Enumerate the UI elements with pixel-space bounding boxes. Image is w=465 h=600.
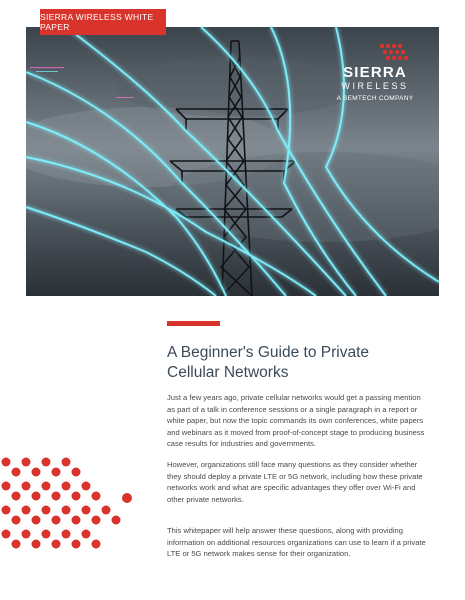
white-paper-tag: SIERRA WIRELESS WHITE PAPER bbox=[40, 9, 166, 35]
logo-word-sierra: SIERRA bbox=[343, 64, 407, 81]
title-line-1: A Beginner's Guide to Private bbox=[167, 344, 369, 361]
paragraph-questions: However, organizations still face many questions as they consider whether they should deploy a private LTE or 5G network, including how these private networks work and what are specific advantages they offer over Wi-Fi and other private networks. bbox=[167, 460, 423, 504]
title-line-2: Cellular Networks bbox=[167, 364, 289, 381]
decorative-dots-icon bbox=[0, 448, 140, 558]
page-title bbox=[167, 343, 427, 383]
paragraph-purpose: This whitepaper will help answer these questions, along with providing information on additional resources organizations can use to learn if a private LTE or 5G network makes sense for their organization. bbox=[167, 526, 426, 559]
sierra-wireless-logo bbox=[330, 42, 430, 112]
logo-dots-icon bbox=[378, 42, 412, 62]
logo-word-wireless: WIRELESS bbox=[341, 81, 409, 91]
paragraph-intro: Just a few years ago, private cellular networks would get a passing mention as part of a talk in conference sessions or a single paragraph in a report or white paper, but now the topic commands its own conferences, white papers and webinars as it moved from proof-of-concept stage to producing business case results for industries and governments. bbox=[167, 393, 425, 449]
logo-tagline: A SEMTECH COMPANY bbox=[336, 95, 414, 102]
accent-rule bbox=[167, 321, 220, 326]
